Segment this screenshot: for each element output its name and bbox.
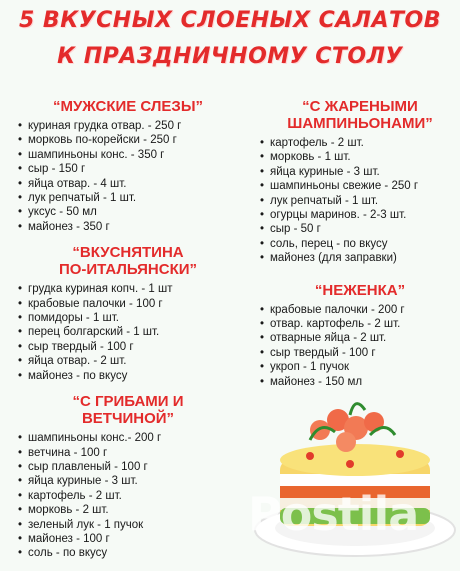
- ingredient-list: [260, 303, 460, 389]
- list-item: • сыр - 150 г: [18, 162, 238, 176]
- salad-title: “ВКУСНЯТИНА ПО-ИТАЛЬЯНСКИ”: [58, 244, 198, 279]
- list-item: • лук репчатый - 1 шт.: [260, 194, 460, 208]
- salad-title: “МУЖСКИЕ СЛЕЗЫ”: [52, 98, 204, 115]
- list-item: • сыр твердый - 100 г: [18, 340, 238, 354]
- list-item: • лук репчатый - 1 шт.: [18, 191, 238, 205]
- list-item: • яйца куриные - 3 шт.: [18, 474, 238, 488]
- list-item: • шампиньоны конс.- 200 г: [18, 431, 238, 445]
- list-item: • сыр - 50 г: [260, 222, 460, 236]
- list-item: • огурцы маринов. - 2-3 шт.: [260, 208, 460, 222]
- salad-title: “С ГРИБАМИ И ВЕТЧИНОЙ”: [72, 393, 184, 428]
- list-item: • соль, перец - по вкусу: [260, 237, 460, 251]
- list-item: • укроп - 1 пучок: [260, 360, 460, 374]
- list-item: • яйца отвар. - 2 шт.: [18, 354, 238, 368]
- list-item: • ветчина - 100 г: [18, 446, 238, 460]
- list-item: • помидоры - 1 шт.: [18, 311, 238, 325]
- list-item: • майонез - по вкусу: [18, 369, 238, 383]
- salad-title: “НЕЖЕНКА”: [314, 281, 406, 299]
- list-item: • морковь - 1 шт.: [260, 150, 460, 164]
- list-item: • крабовые палочки - 100 г: [18, 297, 238, 311]
- watermark: Postila: [248, 487, 419, 541]
- page-title-line1: 5 ВКУСНЫХ СЛОЕНЫХ САЛАТОВ: [18, 8, 442, 33]
- salad-section-vkusnyatina: [18, 244, 238, 383]
- ingredient-list: [260, 136, 460, 266]
- salad-section-s-zharenymi: [260, 98, 460, 266]
- list-item: • перец болгарский - 1 шт.: [18, 325, 238, 339]
- ingredient-list: [18, 119, 238, 234]
- list-item: • майонез - 150 мл: [260, 375, 460, 389]
- list-item: • зеленый лук - 1 пучок: [18, 518, 238, 532]
- list-item: • куриная грудка отвар. - 250 г: [18, 119, 238, 133]
- list-item: • морковь по-корейски - 250 г: [18, 133, 238, 147]
- list-item: • отварные яйца - 2 шт.: [260, 331, 460, 345]
- list-item: • майонез (для заправки): [260, 251, 460, 265]
- right-column: [260, 98, 460, 399]
- ingredient-list: [18, 282, 238, 383]
- list-item: • сыр плавленый - 100 г: [18, 460, 238, 474]
- salad-title: “С ЖАРЕНЫМИ ШАМПИНЬОНАМИ”: [287, 98, 433, 132]
- salad-section-muzhskie-slezy: [18, 98, 238, 234]
- list-item: • крабовые палочки - 200 г: [260, 303, 460, 317]
- list-item: • морковь - 2 шт.: [18, 503, 238, 517]
- list-item: • шампиньоны конс. - 350 г: [18, 148, 238, 162]
- list-item: • грудка куриная копч. - 1 шт: [18, 282, 238, 296]
- list-item: • яйца отвар. - 4 шт.: [18, 177, 238, 191]
- list-item: • шампиньоны свежие - 250 г: [260, 179, 460, 193]
- list-item: • картофель - 2 шт.: [18, 489, 238, 503]
- salad-section-s-gribami: [18, 393, 238, 561]
- list-item: • майонез - 100 г: [18, 532, 238, 546]
- list-item: • отвар. картофель - 2 шт.: [260, 317, 460, 331]
- left-column: [18, 98, 238, 571]
- salad-section-nezhenka: [260, 282, 460, 389]
- list-item: • майонез - 350 г: [18, 220, 238, 234]
- page-title-line2: К ПРАЗДНИЧНОМУ СТОЛУ: [57, 44, 403, 69]
- ingredient-list: [18, 431, 238, 561]
- list-item: • сыр твердый - 100 г: [260, 346, 460, 360]
- list-item: • соль - по вкусу: [18, 546, 238, 560]
- list-item: • уксус - 50 мл: [18, 205, 238, 219]
- list-item: • картофель - 2 шт.: [260, 136, 460, 150]
- list-item: • яйца куриные - 3 шт.: [260, 165, 460, 179]
